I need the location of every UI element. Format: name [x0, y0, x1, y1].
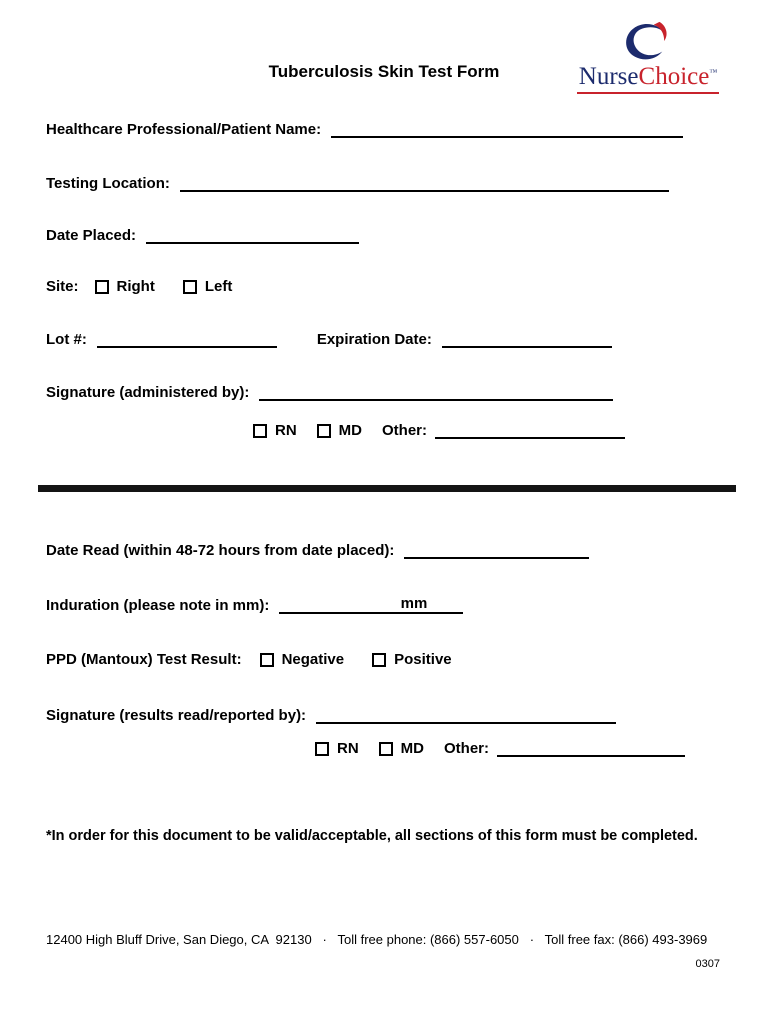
- checkbox-administered-md[interactable]: [317, 424, 331, 438]
- signature-results-label: Signature (results read/reported by):: [46, 707, 307, 724]
- results-rn-label: RN: [337, 740, 359, 757]
- field-row-signature-results: [46, 704, 616, 724]
- testing-location-fill-line[interactable]: [180, 172, 669, 192]
- expiration-date-label: Expiration Date:: [316, 331, 432, 348]
- date-read-label: Date Read (within 48-72 hours from date placed):: [46, 542, 395, 559]
- site-option-left-label: Left: [204, 278, 233, 295]
- checkbox-site-right[interactable]: [95, 280, 109, 294]
- footer-contact-line: 12400 High Bluff Drive, San Diego, CA 92130 · Toll free phone: (866) 557-6050 · Toll free fax: (866) 493-3969: [46, 932, 708, 947]
- date-placed-label: Date Placed:: [46, 227, 137, 244]
- expiration-date-fill-line[interactable]: [442, 328, 612, 348]
- administered-md-label: MD: [338, 422, 362, 439]
- induration-label: Induration (please note in mm):: [46, 597, 270, 614]
- administered-rn-label: RN: [275, 422, 297, 439]
- results-md-label: MD: [400, 740, 424, 757]
- field-row-credentials-administered: [253, 419, 625, 439]
- lot-number-label: Lot #:: [46, 331, 87, 348]
- field-row-date-placed: [46, 224, 359, 244]
- results-other-label: Other:: [444, 740, 489, 757]
- field-row-induration: [46, 594, 463, 614]
- date-read-fill-line[interactable]: [404, 539, 589, 559]
- checkbox-administered-rn[interactable]: [253, 424, 267, 438]
- field-row-patient-name: [46, 118, 683, 138]
- checkbox-results-md[interactable]: [379, 742, 393, 756]
- logo-trademark: ™: [709, 67, 718, 77]
- nursechoice-logo-text: [577, 64, 719, 94]
- site-option-right-label: Right: [116, 278, 155, 295]
- patient-name-label: Healthcare Professional/Patient Name:: [46, 121, 322, 138]
- field-row-site: [46, 275, 232, 295]
- form-code: 0307: [695, 958, 720, 970]
- result-positive-label: Positive: [394, 651, 452, 668]
- checkbox-results-rn[interactable]: [315, 742, 329, 756]
- mm-unit-label: mm: [400, 595, 428, 612]
- date-placed-fill-line[interactable]: [146, 224, 359, 244]
- field-row-testing-location: [46, 172, 669, 192]
- administered-other-fill-line[interactable]: [435, 419, 625, 439]
- logo-text-choice: Choice: [638, 63, 710, 90]
- field-row-credentials-results: [315, 737, 685, 757]
- signature-results-fill-line[interactable]: [316, 704, 616, 724]
- section-divider: [38, 485, 736, 492]
- signature-administered-label: Signature (administered by):: [46, 384, 250, 401]
- administered-other-label: Other:: [382, 422, 427, 439]
- field-row-signature-administered: [46, 381, 613, 401]
- site-label: Site:: [46, 278, 79, 295]
- patient-name-fill-line[interactable]: [331, 118, 683, 138]
- form-title: Tuberculosis Skin Test Form: [268, 62, 500, 81]
- checkbox-result-positive[interactable]: [372, 653, 386, 667]
- lot-number-fill-line[interactable]: [97, 328, 277, 348]
- nursechoice-logo: [568, 20, 728, 94]
- nursechoice-logo-icon: [619, 20, 677, 62]
- checkbox-result-negative[interactable]: [260, 653, 274, 667]
- signature-administered-fill-line[interactable]: [259, 381, 613, 401]
- field-row-test-result: [46, 648, 452, 668]
- checkbox-site-left[interactable]: [183, 280, 197, 294]
- completion-note: *In order for this document to be valid/acceptable, all sections of this form must be completed.: [46, 828, 698, 844]
- logo-text-nurse: Nurse: [578, 63, 639, 90]
- field-row-lot-expiration: [46, 328, 612, 348]
- testing-location-label: Testing Location:: [46, 175, 170, 192]
- result-negative-label: Negative: [281, 651, 345, 668]
- test-result-label: PPD (Mantoux) Test Result:: [46, 651, 242, 668]
- results-other-fill-line[interactable]: [497, 737, 685, 757]
- field-row-date-read: [46, 539, 589, 559]
- induration-fill-line[interactable]: [279, 594, 463, 614]
